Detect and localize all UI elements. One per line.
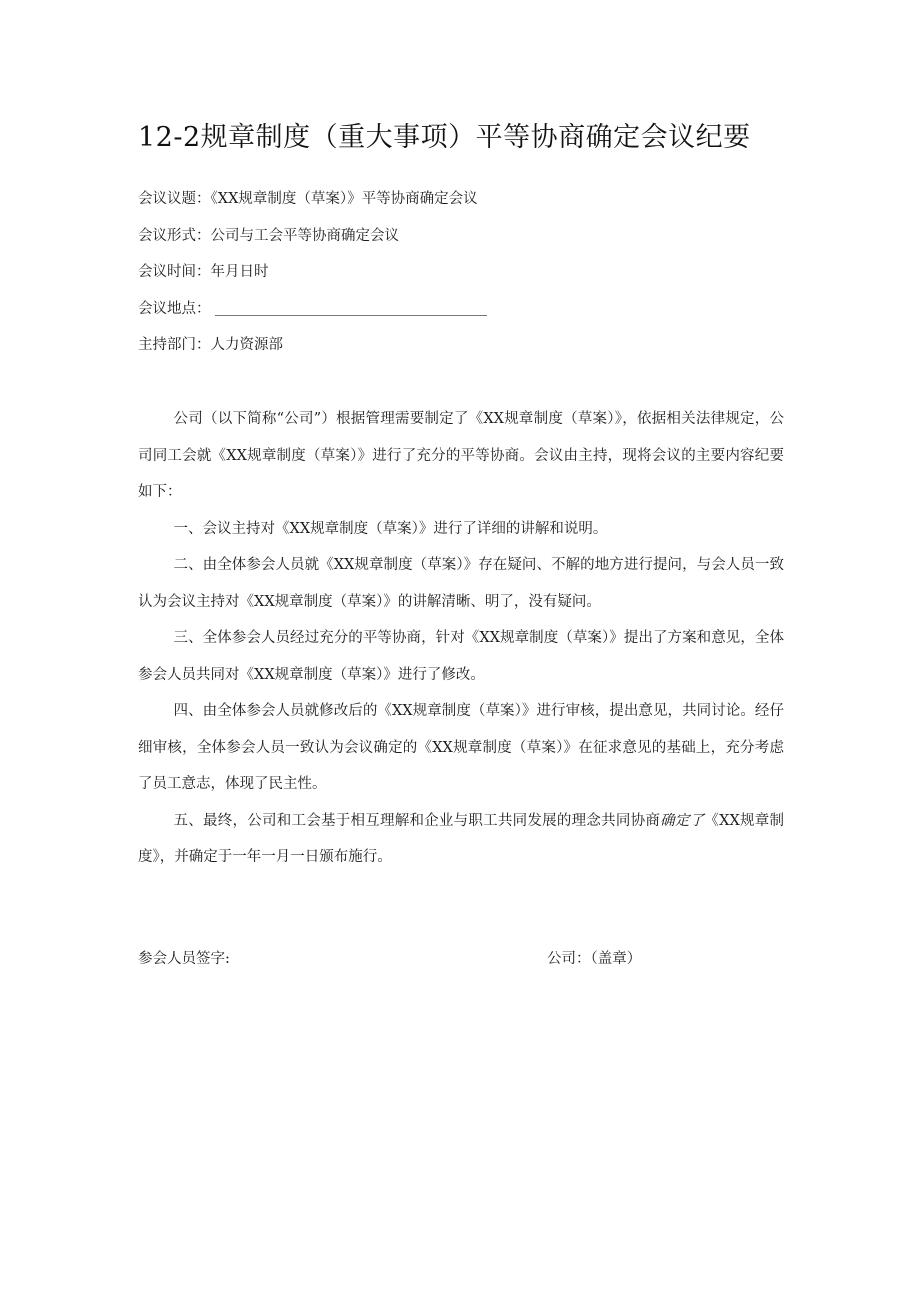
attendees-signature-label: 参会人员签字: — [138, 951, 230, 967]
item5-italic-text: 确定了 — [660, 812, 705, 829]
item-paragraph-4: 四、由全体参会人员就修改后的《XX规章制度（草案）》进行审核，提出意见，共同讨论。经仔细审核，全体参会人员一致认为会议确定的《XX规章制度（草案）》在征求意见的基础上，充分考虑了员工意志，体现了民主性。 — [138, 703, 784, 792]
meeting-location-label: 会议地点： — [138, 300, 211, 317]
item-paragraph-3: 三、全体参会人员经过充分的平等协商，针对《XX规章制度（草案）》提出了方案和意见，全体参会人员共同对《XX规章制度（草案）》进行了修改。 — [138, 630, 784, 683]
item5-text-start: 五、最终，公司和工会基于相互理解和企业与职工共同发展的理念共同协商 — [173, 812, 661, 829]
meeting-time-text: 会议时间：年月日时 — [138, 264, 269, 280]
document-title: 12-2规章制度（重大事项）平等协商确定会议纪要 — [138, 122, 751, 153]
meeting-format — [138, 223, 788, 260]
item-paragraph-5 — [138, 803, 784, 876]
meeting-format-text: 会议形式：公司与工会平等协商确定会议 — [138, 227, 399, 244]
item5-text-end: 《XX规章制度》，并确定于一年一月一日颁布施行。 — [138, 812, 785, 865]
item-paragraph-1: 一、会议主持对《XX规章制度（草案）》进行了详细的讲解和说明。 — [173, 520, 608, 537]
meeting-info — [138, 186, 788, 369]
meeting-host — [138, 332, 788, 369]
meeting-topic — [138, 186, 788, 223]
meeting-topic-text: 会议议题：《XX规章制度（草案）》平等协商确定会议 — [138, 191, 478, 207]
meeting-host-text: 主持部门：人力资源部 — [138, 337, 283, 353]
location-blank-line — [215, 296, 487, 316]
minutes-body — [138, 401, 784, 876]
meeting-location — [138, 296, 788, 333]
company-seal-label: 公司：（盖章） — [547, 951, 642, 967]
item-paragraph-2: 二、由全体参会人员就《XX规章制度（草案）》存在疑问、不解的地方进行提问，与会人员一致认为会议主持对《XX规章制度（草案）》的讲解清晰、明了，没有疑问。 — [138, 557, 784, 610]
signature-section — [138, 945, 784, 973]
meeting-time — [138, 259, 788, 296]
intro-paragraph: 公司（以下简称“公司”）根据管理需要制定了《XX规章制度（草案）》，依据相关法律规定，公司同工会就《XX规章制度（草案）》进行了充分的平等协商。会议由主持，现将会议的主要内容纪要如下： — [138, 411, 784, 500]
